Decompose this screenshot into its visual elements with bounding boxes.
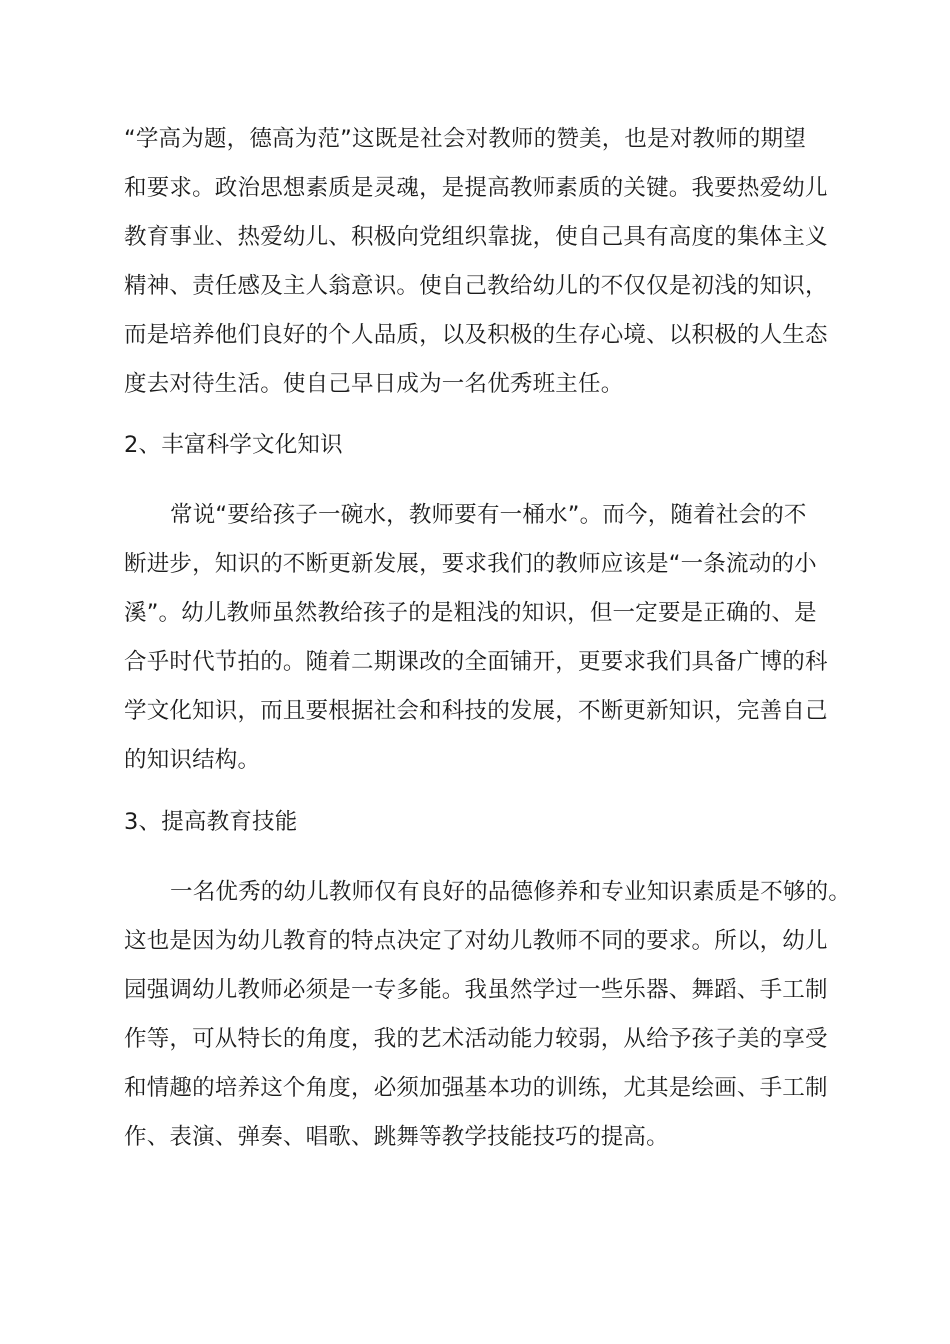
paragraph-2-line-5: 学文化知识，而且要根据社会和科技的发展，不断更新知识，完善自己 (124, 698, 828, 724)
paragraph-1-line-6: 度去对待生活。使自己早日成为一名优秀班主任。 (124, 371, 624, 397)
paragraph-1-line-1: “学高为题，德高为范”这既是社会对教师的赞美，也是对教师的期望 (124, 126, 807, 152)
paragraph-3-line-6: 作、表演、弹奏、唱歌、跳舞等教学技能技巧的提高。 (124, 1124, 669, 1150)
paragraph-3-line-2: 这也是因为幼儿教育的特点决定了对幼儿教师不同的要求。所以，幼儿 (124, 928, 828, 954)
paragraph-2-line-1: 常说“要给孩子一碗水，教师要有一桶水”。而今，随着社会的不 (170, 502, 807, 528)
paragraph-3-line-1: 一名优秀的幼儿教师仅有良好的品德修养和专业知识素质是不够的。 (170, 879, 852, 905)
paragraph-1-line-4: 精神、责任感及主人翁意识。使自己教给幼儿的不仅仅是初浅的知识， (124, 273, 828, 299)
paragraph-3-line-4: 作等，可从特长的角度，我的艺术活动能力较弱，从给予孩子美的享受 (124, 1026, 828, 1052)
paragraph-2-line-3: 溪”。幼儿教师虽然教给孩子的是粗浅的知识，但一定要是正确的、是 (124, 600, 817, 626)
section-heading-2: 2、丰富科学文化知识 (124, 432, 343, 458)
section-heading-3: 3、提高教育技能 (124, 809, 298, 835)
paragraph-3-line-3: 园强调幼儿教师必须是一专多能。我虽然学过一些乐器、舞蹈、手工制 (124, 977, 828, 1003)
paragraph-3-line-5: 和情趣的培养这个角度，必须加强基本功的训练，尤其是绘画、手工制 (124, 1075, 828, 1101)
paragraph-2-line-6: 的知识结构。 (124, 747, 261, 773)
paragraph-2-line-4: 合乎时代节拍的。随着二期课改的全面铺开，更要求我们具备广博的科 (124, 649, 828, 675)
paragraph-2-line-2: 断进步，知识的不断更新发展，要求我们的教师应该是“一条流动的小 (124, 551, 817, 577)
paragraph-1-line-5: 而是培养他们良好的个人品质，以及积极的生存心境、以积极的人生态 (124, 322, 828, 348)
paragraph-1-line-3: 教育事业、热爱幼儿、积极向党组织靠拢，使自己具有高度的集体主义 (124, 224, 828, 250)
paragraph-1-line-2: 和要求。政治思想素质是灵魂，是提高教师素质的关键。我要热爱幼儿 (124, 175, 828, 201)
